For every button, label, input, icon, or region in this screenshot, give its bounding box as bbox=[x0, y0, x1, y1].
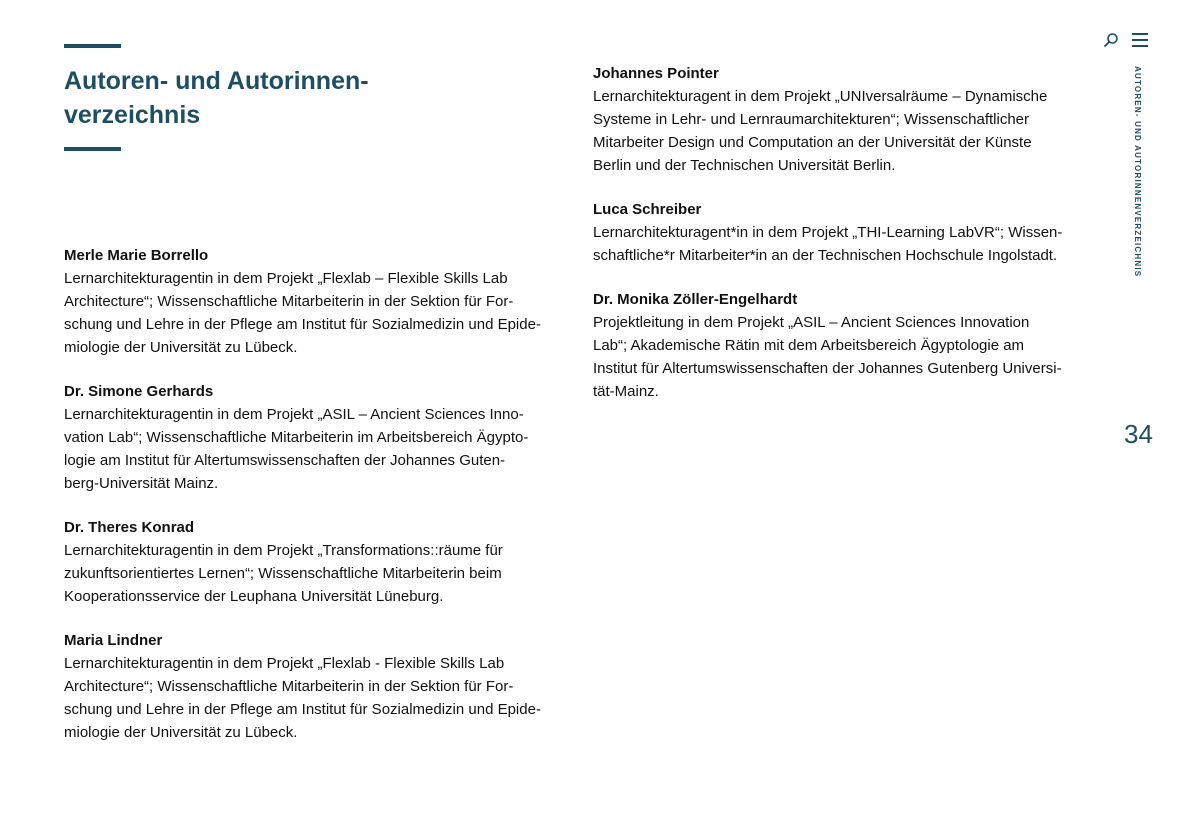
section-side-label: AUTOREN- UND AUTORINNENVERZEICHNIS bbox=[1133, 66, 1142, 278]
author-description-line: Projektleitung in dem Projekt „ASIL – Ancient Sciences Innovation bbox=[593, 314, 1030, 331]
author-name: Johannes Pointer bbox=[593, 65, 719, 82]
author-description-line: Lernarchitekturagentin in dem Projekt „ASIL – Ancient Sciences Inno- bbox=[64, 406, 524, 423]
author-name: Dr. Monika Zöller-Engelhardt bbox=[593, 291, 798, 308]
author-description-line: Systeme in Lehr- und Lernraumarchitekturen“; Wissenschaftlicher bbox=[593, 111, 1030, 128]
author-description-line: Mitarbeiter Design und Computation an der Universität der Künste bbox=[593, 134, 1032, 151]
author-list-left bbox=[64, 244, 569, 765]
page-title bbox=[64, 64, 484, 132]
search-icon[interactable] bbox=[1103, 32, 1119, 48]
author-description-line: berg-Universität Mainz. bbox=[64, 475, 219, 492]
author-description-line: logie am Institut für Altertumswissenschaften der Johannes Guten- bbox=[64, 452, 506, 469]
author-description-line: Lernarchitekturagentin in dem Projekt „Transformations::räume für bbox=[64, 542, 503, 559]
page-title-line-2: verzeichnis bbox=[64, 101, 201, 129]
author-entry bbox=[593, 62, 1098, 177]
author-description bbox=[64, 539, 569, 608]
menu-icon-bar bbox=[1132, 45, 1148, 47]
author-description bbox=[593, 85, 1098, 177]
author-description-line: Lernarchitekturagentin in dem Projekt „Flexlab – Flexible Skills Lab bbox=[64, 270, 508, 287]
author-name: Merle Marie Borrello bbox=[64, 247, 209, 264]
author-name: Maria Lindner bbox=[64, 632, 163, 649]
author-entry bbox=[593, 288, 1098, 403]
author-description bbox=[64, 403, 569, 495]
author-entry bbox=[64, 380, 569, 495]
author-description bbox=[593, 221, 1098, 267]
author-description-line: schaftliche*r Mitarbeiter*in an der Technischen Hochschule Ingolstadt. bbox=[593, 247, 1058, 264]
author-description-line: vation Lab“; Wissenschaftliche Mitarbeiterin im Arbeitsbereich Ägypto- bbox=[64, 429, 529, 446]
author-name: Dr. Simone Gerhards bbox=[64, 383, 214, 400]
author-description-line: miologie der Universität zu Lübeck. bbox=[64, 339, 298, 356]
author-description bbox=[64, 267, 569, 359]
heading-rule-top bbox=[64, 44, 121, 48]
author-entry bbox=[593, 198, 1098, 267]
author-description-line: Lernarchitekturagentin in dem Projekt „Flexlab - Flexible Skills Lab bbox=[64, 655, 505, 672]
author-description-line: Kooperationsservice der Leuphana Universität Lüneburg. bbox=[64, 588, 444, 605]
page-number: 34 bbox=[1124, 419, 1153, 449]
author-entry bbox=[64, 244, 569, 359]
author-description-line: schung und Lehre in der Pflege am Institut für Sozialmedizin und Epide- bbox=[64, 316, 541, 333]
author-description-line: schung und Lehre in der Pflege am Institut für Sozialmedizin und Epide- bbox=[64, 701, 541, 718]
menu-icon-bar bbox=[1132, 39, 1148, 41]
author-list-right bbox=[593, 62, 1098, 424]
heading-rule-bottom bbox=[64, 147, 121, 151]
author-description-line: Lernarchitekturagent in dem Projekt „UNIversalräume – Dynamische bbox=[593, 88, 1048, 105]
author-description-line: zukunftsorientiertes Lernen“; Wissenschaftliche Mitarbeiterin beim bbox=[64, 565, 502, 582]
author-entry bbox=[64, 516, 569, 608]
menu-icon[interactable] bbox=[1132, 33, 1148, 47]
author-description-line: tät-Mainz. bbox=[593, 383, 659, 400]
author-description bbox=[593, 311, 1098, 403]
author-description bbox=[64, 652, 569, 744]
author-description-line: miologie der Universität zu Lübeck. bbox=[64, 724, 298, 741]
author-name: Luca Schreiber bbox=[593, 201, 702, 218]
author-description-line: Lab“; Akademische Rätin mit dem Arbeitsbereich Ägyptologie am bbox=[593, 337, 1025, 354]
author-description-line: Institut für Altertumswissenschaften der Johannes Gutenberg Universi- bbox=[593, 360, 1062, 377]
author-name: Dr. Theres Konrad bbox=[64, 519, 195, 536]
author-entry bbox=[64, 629, 569, 744]
author-description-line: Lernarchitekturagent*in in dem Projekt „THI-Learning LabVR“; Wissen- bbox=[593, 224, 1063, 241]
author-description-line: Berlin und der Technischen Universität Berlin. bbox=[593, 157, 896, 174]
menu-icon-bar bbox=[1132, 33, 1148, 35]
page-title-line-1: Autoren- und Autorinnen- bbox=[64, 67, 369, 95]
author-description-line: Architecture“; Wissenschaftliche Mitarbeiterin in der Sektion für For- bbox=[64, 678, 514, 695]
author-description-line: Architecture“; Wissenschaftliche Mitarbeiterin in der Sektion für For- bbox=[64, 293, 514, 310]
